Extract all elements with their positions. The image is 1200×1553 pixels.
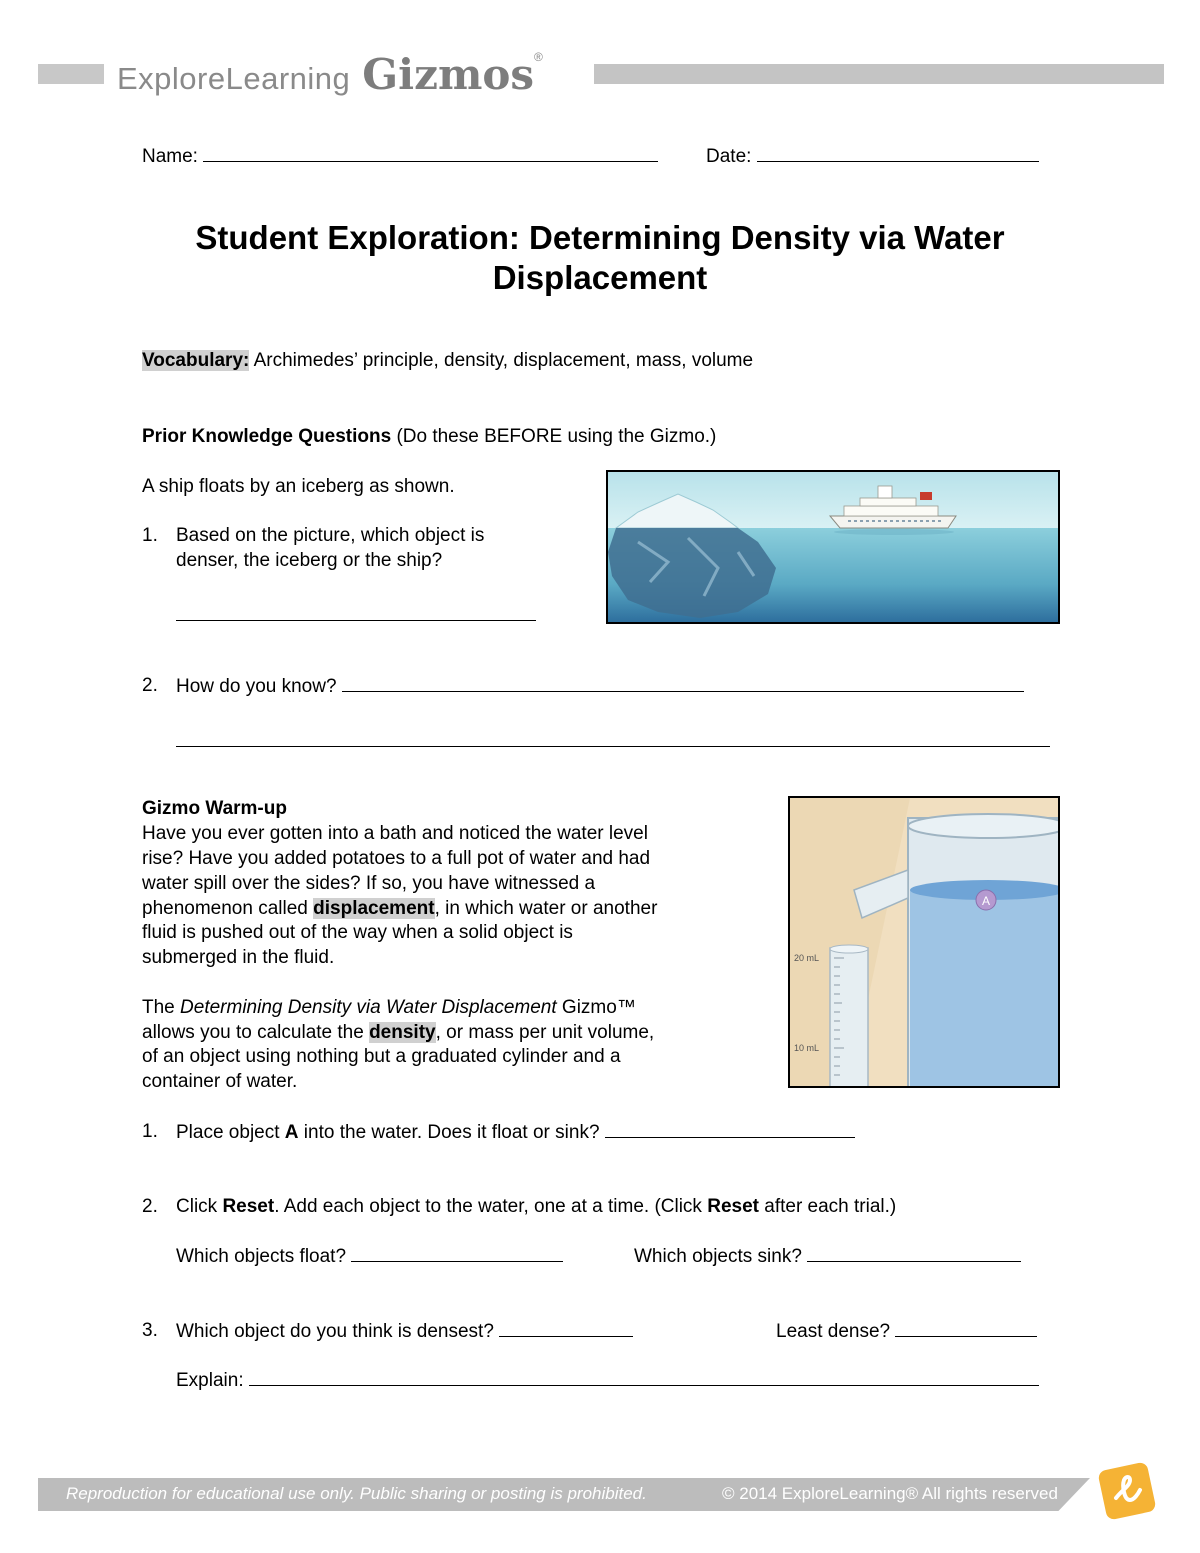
warmup-p1-line5: fluid is pushed out of the way when a solid object is: [142, 922, 573, 943]
page-title: [0, 218, 1200, 298]
warmup-q3-dense-row: [176, 1318, 633, 1344]
name-label: Name:: [142, 146, 198, 167]
warmup-p2-l2-pre: allows you to calculate the: [142, 1022, 370, 1043]
explain-answer-line[interactable]: [249, 1367, 1039, 1386]
warmup-heading: [142, 796, 287, 821]
date-field[interactable]: [757, 143, 1039, 162]
prior-q2-answer-line[interactable]: [342, 673, 1024, 692]
warmup-p1-l4-pre: phenomenon called: [142, 898, 314, 919]
prior-q2-answer-line-2[interactable]: [176, 730, 1050, 747]
header-bar-right: [594, 64, 1164, 84]
term-density: density: [369, 1022, 436, 1043]
gizmo-screenshot: [788, 796, 1060, 1088]
warmup-heading-text: Gizmo Warm-up: [142, 798, 287, 819]
warmup-p2-line1: [142, 995, 636, 1020]
object-a-label: A: [981, 894, 991, 908]
warmup-q1-answer-line[interactable]: [605, 1119, 855, 1138]
prior-q1-number: 1.: [142, 525, 158, 546]
footer-copyright: © 2014 ExploreLearning® All rights reserved: [722, 1484, 1058, 1503]
header-bar-left: [38, 64, 104, 84]
name-row: [142, 143, 658, 169]
warmup-q2-row: [176, 1194, 896, 1219]
vocabulary-terms: Archimedes’ principle, density, displacement, mass, volume: [253, 350, 754, 371]
densest-answer-line[interactable]: [499, 1318, 633, 1337]
warmup-q3-explain-row: [176, 1367, 1039, 1393]
warmup-q3-least-row: [776, 1318, 1037, 1344]
ship-iceberg-drawing: [608, 472, 1058, 622]
prior-heading-row: [142, 424, 716, 449]
warmup-q1-pre: Place object: [176, 1122, 285, 1143]
prior-q2-text: How do you know?: [176, 676, 337, 697]
warmup-p1-line1: Have you ever gotten into a bath and noticed the water level: [142, 823, 648, 844]
explorelearning-el-icon: [1096, 1460, 1158, 1522]
warmup-q2-post: after each trial.): [758, 1196, 897, 1217]
warmup-q2-sink-label: Which objects sink?: [634, 1246, 802, 1267]
warmup-q2-sink-row: [634, 1243, 1021, 1269]
warmup-q1-number: 1.: [142, 1121, 158, 1142]
brand-explore: ExploreLearning: [117, 61, 351, 96]
warmup-q2-float-row: [176, 1243, 563, 1269]
brand-gizmos: Gizmos: [362, 50, 535, 99]
cylinder-label-20: 20 mL: [794, 953, 820, 963]
date-label: Date:: [706, 146, 752, 167]
title-line-1: Student Exploration: Determining Density via Water: [195, 219, 1005, 256]
warmup-p1-line2: rise? Have you added potatoes to a full pot of water and had: [142, 848, 651, 869]
warmup-q3-least-label: Least dense?: [776, 1321, 891, 1342]
warmup-q1-row: [176, 1119, 855, 1145]
warmup-p2-l1-post: Gizmo™: [556, 997, 636, 1018]
warmup-q2-number: 2.: [142, 1196, 158, 1217]
gizmo-name: Determining Density via Water Displacement: [180, 997, 557, 1018]
sink-answer-line[interactable]: [807, 1243, 1021, 1262]
warmup-p1-line4: [142, 896, 657, 921]
term-displacement: displacement: [313, 898, 435, 919]
cylinder-label-10: 10 mL: [794, 1043, 820, 1053]
warmup-q3-dense-label: Which object do you think is densest?: [176, 1321, 494, 1342]
warmup-p2-l2-post: , or mass per unit volume,: [435, 1022, 655, 1043]
ship-iceberg-image: [606, 470, 1060, 624]
warmup-q1-object: A: [284, 1122, 299, 1143]
prior-note: (Do these BEFORE using the Gizmo.): [396, 426, 717, 447]
warmup-q3-number: 3.: [142, 1320, 158, 1341]
warmup-p2-line2: [142, 1020, 654, 1045]
warmup-q2-float-label: Which objects float?: [176, 1246, 347, 1267]
gizmo-drawing: [790, 798, 1058, 1086]
vocabulary-row: [142, 348, 753, 373]
name-field[interactable]: [203, 143, 658, 162]
warmup-q2-mid: . Add each object to the water, one at a time. (Click: [274, 1196, 708, 1217]
warmup-p1-l4-post: , in which water or another: [434, 898, 658, 919]
brand-reg: ®: [534, 50, 543, 64]
prior-q2-row: [176, 673, 1024, 699]
warmup-p1-line6: submerged in the fluid.: [142, 947, 335, 968]
vocabulary-label: Vocabulary:: [142, 350, 250, 371]
prior-q1-answer-line[interactable]: [176, 604, 536, 621]
least-dense-answer-line[interactable]: [895, 1318, 1037, 1337]
warmup-q2-reset-1: Reset: [222, 1196, 275, 1217]
prior-q1-line1: Based on the picture, which object is: [176, 525, 485, 546]
explorelearning-gizmos-logo: [117, 50, 543, 99]
date-row: [706, 143, 1039, 169]
warmup-p2-line3: of an object using nothing but a graduated cylinder and a: [142, 1046, 621, 1067]
warmup-q2-pre: Click: [176, 1196, 223, 1217]
prior-q1-line2: denser, the iceberg or the ship?: [176, 550, 443, 571]
warmup-p1-line3: water spill over the sides? If so, you have witnessed a: [142, 873, 596, 894]
warmup-p2-l1-pre: The: [142, 997, 181, 1018]
prior-q2-number: 2.: [142, 675, 158, 696]
title-line-2: Displacement: [492, 259, 708, 296]
warmup-q3-explain-label: Explain:: [176, 1370, 244, 1391]
prior-heading: Prior Knowledge Questions: [142, 426, 392, 447]
warmup-q1-post: into the water. Does it float or sink?: [298, 1122, 600, 1143]
footer-disclaimer: Reproduction for educational use only. Public sharing or posting is prohibited.: [66, 1484, 647, 1503]
warmup-p2-line4: container of water.: [142, 1071, 298, 1092]
float-answer-line[interactable]: [351, 1243, 563, 1262]
warmup-q2-reset-2: Reset: [707, 1196, 759, 1217]
prior-intro: A ship floats by an iceberg as shown.: [142, 476, 455, 497]
